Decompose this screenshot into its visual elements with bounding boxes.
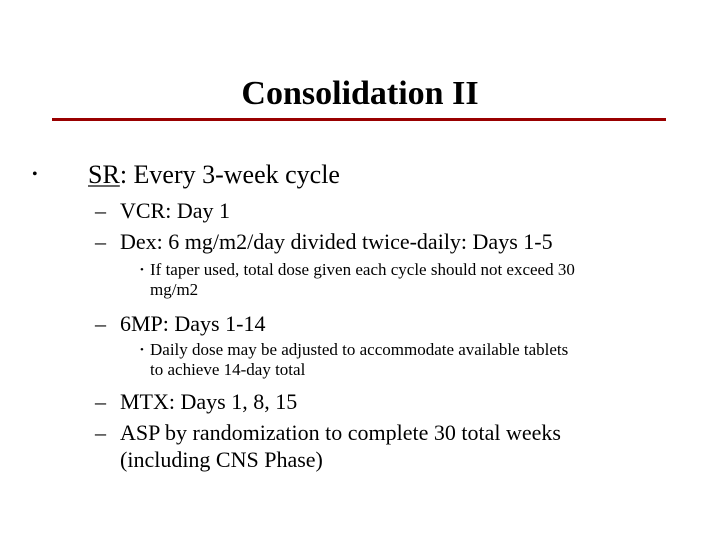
list-item-text: Dex: 6 mg/m2/day divided twice-daily: Days 1-5 bbox=[120, 229, 553, 254]
bullet-icon: • bbox=[140, 344, 144, 356]
sub-note-line: to achieve 14-day total bbox=[150, 360, 306, 379]
slide-title: Consolidation II bbox=[241, 75, 479, 112]
bullet-icon: • bbox=[32, 166, 38, 183]
sub-note-line: mg/m2 bbox=[150, 280, 199, 299]
list-item-line: (including CNS Phase) bbox=[120, 447, 323, 472]
dash-icon: – bbox=[95, 198, 106, 223]
dash-icon: – bbox=[95, 311, 106, 336]
sub-note-line: If taper used, total dose given each cycle should not exceed 30 bbox=[150, 260, 575, 279]
dash-icon: – bbox=[95, 229, 106, 254]
list-item-line: ASP by randomization to complete 30 total weeks bbox=[120, 420, 561, 445]
list-item-text: 6MP: Days 1-14 bbox=[120, 311, 266, 336]
list-item-text: MTX: Days 1, 8, 15 bbox=[120, 389, 298, 414]
sub-note-text bbox=[150, 260, 660, 300]
sub-note-line: Daily dose may be adjusted to accommodate available tablets bbox=[150, 340, 569, 359]
main-bullet-rest: : Every 3-week cycle bbox=[119, 160, 340, 189]
title-divider bbox=[52, 118, 666, 121]
list-item-text bbox=[120, 419, 561, 473]
dash-icon: – bbox=[95, 420, 106, 445]
list-item-text: VCR: Day 1 bbox=[120, 198, 230, 223]
sr-label: SR bbox=[88, 160, 120, 189]
dash-icon: – bbox=[95, 389, 106, 414]
sub-note-text bbox=[150, 340, 660, 380]
main-bullet-text bbox=[88, 160, 340, 190]
bullet-icon: • bbox=[140, 264, 144, 276]
